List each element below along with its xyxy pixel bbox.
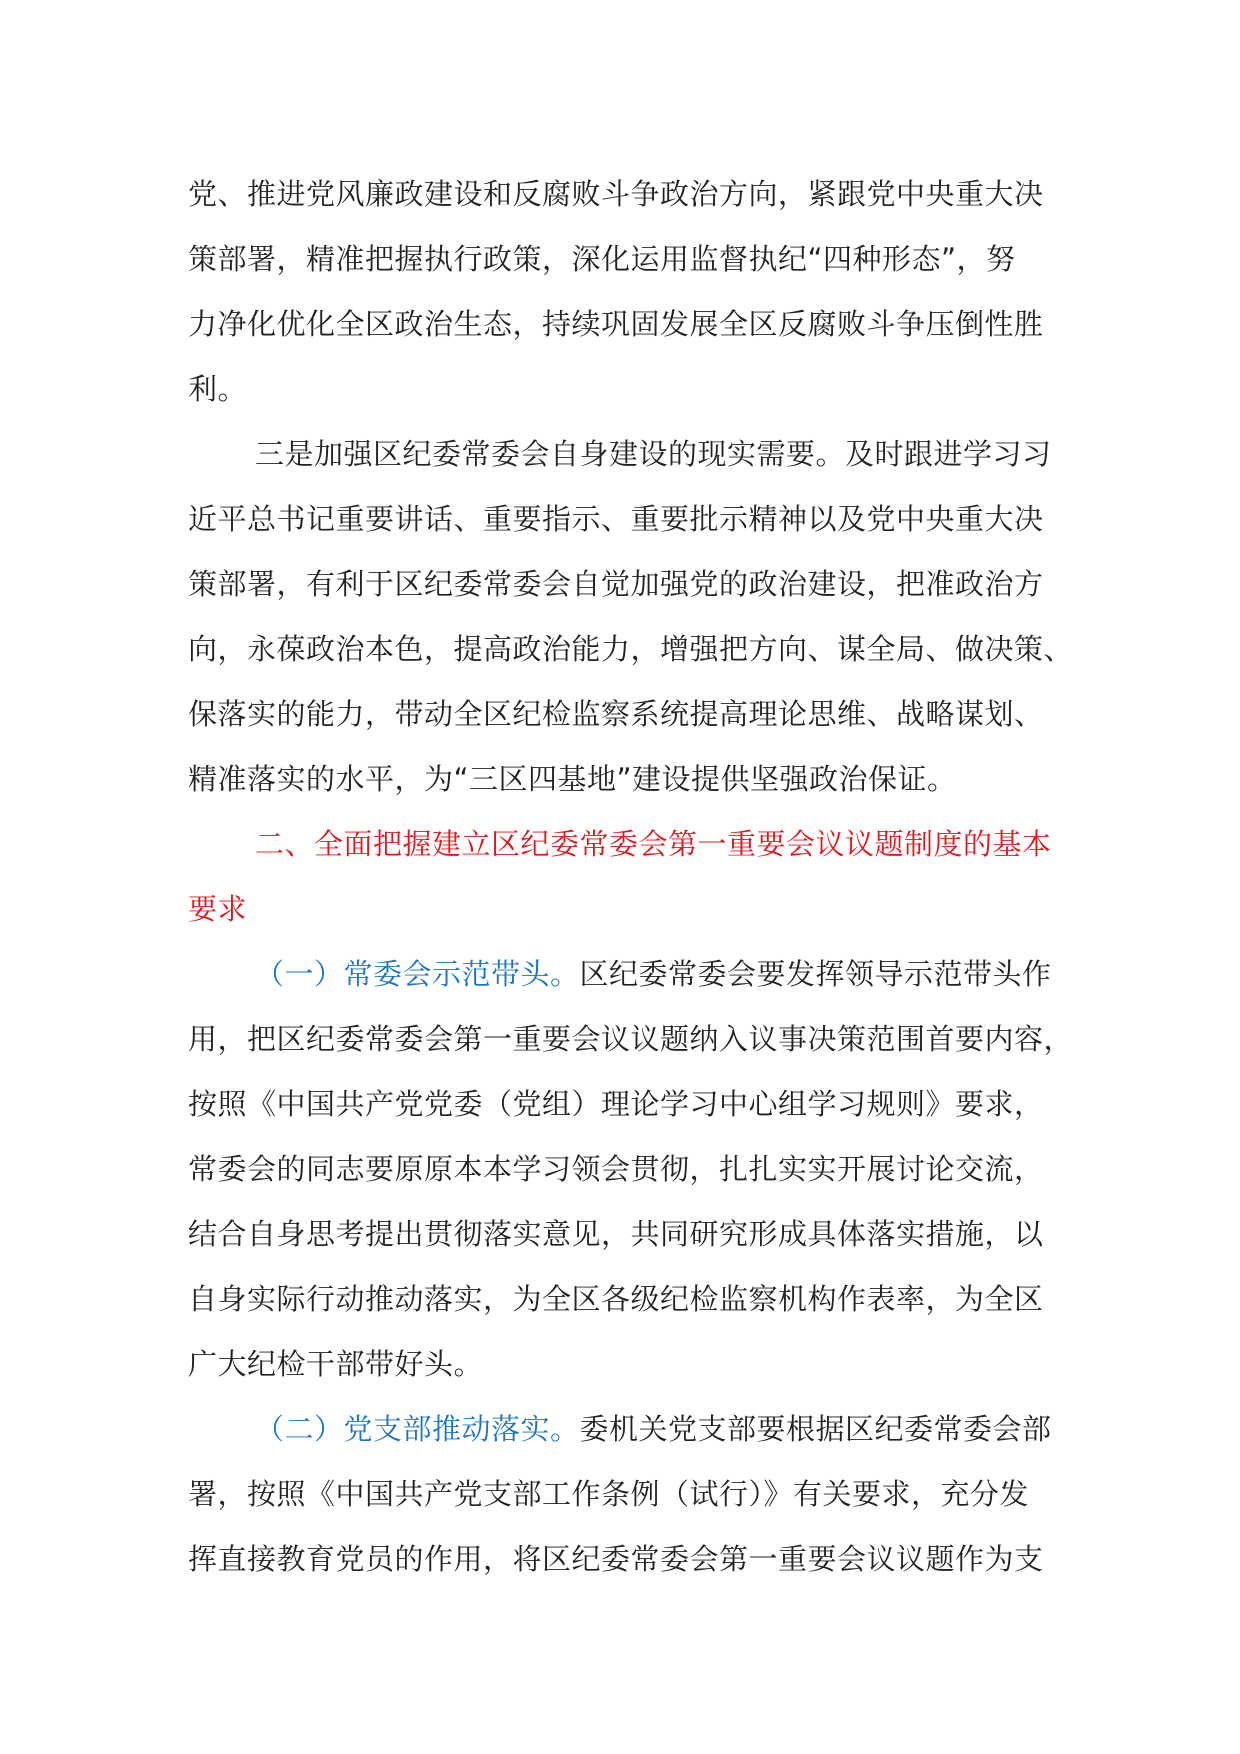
text-line: 三是加强区纪委常委会自身建设的现实需要。及时跟进学习习 (255, 437, 1052, 471)
text-line: 策部署，精准把握执行政策，深化运用监督执纪“四种形态”，努 (188, 242, 1016, 276)
heading-line: 二、全面把握建立区纪委常委会第一重要会议议题制度的基本 (255, 827, 1052, 861)
paragraph-self-construction (188, 422, 1074, 812)
text-line: 力净化优化全区政治生态，持续巩固发展全区反腐败斗争压倒性胜 (188, 307, 1044, 341)
heading-line: 要求 (188, 892, 248, 926)
text-line: 利。 (188, 372, 248, 406)
text-line (188, 1397, 1068, 1462)
subsection-party-branch (188, 1397, 1068, 1592)
text-line: 精准落实的水平，为“三区四基地”建设提供坚强政治保证。 (188, 762, 957, 796)
text-line: 用，把区纪委常委会第一重要会议议题纳入议事决策范围首要内容， (188, 1022, 1074, 1056)
text-line: 常委会的同志要原原本本学习领会贯彻，扎扎实实开展讨论交流， (188, 1152, 1044, 1186)
text-line: 向，永葆政治本色，提高政治能力，增强把方向、谋全局、做决策、 (188, 632, 1074, 666)
subsection-standing-committee (188, 942, 1074, 1397)
text-line: 署，按照《中国共产党支部工作条例（试行）》有关要求，充分发 (188, 1477, 1030, 1511)
text-line: 近平总书记重要讲话、重要指示、重要批示精神以及党中央重大决 (188, 502, 1044, 536)
text-line: 策部署，有利于区纪委常委会自觉加强党的政治建设，把准政治方 (188, 567, 1044, 601)
text-line: 保落实的能力，带动全区纪检监察系统提高理论思维、战略谋划、 (188, 697, 1044, 731)
text-line (188, 942, 1068, 1007)
text-line: 按照《中国共产党党委（党组）理论学习中心组学习规则》要求， (188, 1087, 1044, 1121)
document-page (188, 162, 1074, 1592)
text-span: 区纪委常委会要发挥领导示范带头作 (579, 957, 1052, 991)
paragraph-political-direction (188, 162, 1068, 422)
text-line: 结合自身思考提出贯彻落实意见，共同研究形成具体落实措施，以 (188, 1217, 1044, 1251)
text-line: 挥直接教育党员的作用，将区纪委常委会第一重要会议议题作为支 (188, 1542, 1044, 1576)
text-span: 委机关党支部要根据区纪委常委会部 (579, 1412, 1052, 1446)
text-line: 广大纪检干部带好头。 (188, 1347, 484, 1381)
text-line: 党、推进党风廉政建设和反腐败斗争政治方向，紧跟党中央重大决 (188, 177, 1044, 211)
section-heading (188, 812, 1068, 942)
subsection-title: （一）常委会示范带头。 (255, 957, 580, 991)
subsection-title: （二）党支部推动落实。 (255, 1412, 580, 1446)
text-line: 自身实际行动推动落实，为全区各级纪检监察机构作表率，为全区 (188, 1282, 1044, 1316)
